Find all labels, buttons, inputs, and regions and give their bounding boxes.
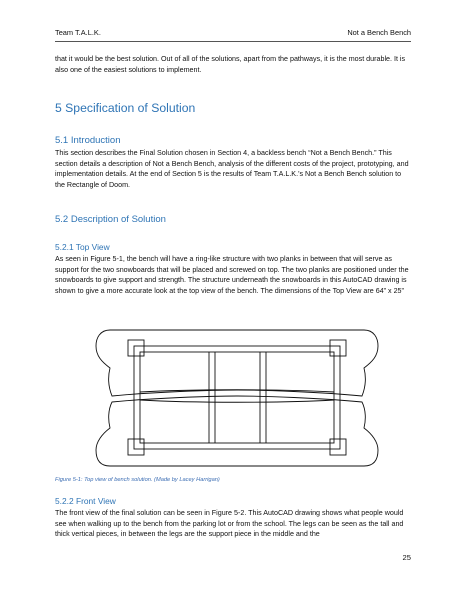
bench-frame-inner bbox=[140, 352, 334, 443]
header-project-title: Not a Bench Bench bbox=[347, 28, 411, 37]
section-5-2-heading: 5.2 Description of Solution bbox=[55, 214, 166, 225]
leg-top-right bbox=[330, 340, 346, 356]
header-rule bbox=[55, 41, 411, 42]
section-5-2-1-heading: 5.2.1 Top View bbox=[55, 242, 110, 252]
section-5-2-2-text: The front view of the final solution can be seen in Figure 5-2. This AutoCAD drawing shows what people would see when walking up to the bench from the parking lot or from the school. The legs can be seen as the tall and thick vertical pieces, in between the legs are the support piece in the middle and the bbox=[55, 509, 404, 539]
header-team-name: Team T.A.L.K. bbox=[55, 28, 101, 37]
section-5-2-2-heading: 5.2.2 Front View bbox=[55, 496, 116, 506]
middle-plank-bottom bbox=[140, 400, 334, 402]
section-5-heading: 5 Specification of Solution bbox=[55, 101, 196, 115]
leg-top-left bbox=[128, 340, 144, 356]
bench-top-view-drawing bbox=[92, 326, 382, 470]
lower-snowboard-outline bbox=[96, 396, 378, 466]
section-5-1-text: This section describes the Final Solution chosen in Section 4, a backless bench “Not a Bench Bench.” This section details a description of Not a Bench Bench, analysis of the different costs of the project, prototyping, and implementation details. At the end of Section 5 is the results of Team T.A.L.K.’s Not a Bench Bench solution to the Rectangle of Doom. bbox=[55, 149, 409, 189]
section-5-2-1-text: As seen in Figure 5-1, the bench will have a ring-like structure with two planks in between that will serve as support for the two snowboards that will be placed and screwed on top. The two planks are positioned under the snowboards to give support and strength. The structure underneath the snowboards in this AutoCAD drawing is shown to give a more accurate look at the top view of the bench. The dimensions of the Top View are 64” x 25” bbox=[55, 255, 409, 295]
bench-frame-outer bbox=[134, 346, 340, 449]
leg-bottom-right bbox=[330, 439, 346, 455]
figure-caption: Figure 5-1: Top view of bench solution. (Made by Lacey Harrigan) bbox=[55, 477, 220, 483]
page-number: 25 bbox=[402, 553, 411, 562]
section-5-1-heading: 5.1 Introduction bbox=[55, 135, 121, 146]
intro-paragraph: that it would be the best solution. Out of all of the solutions, apart from the pathways, it is the most durable. It is also one of the easiest solutions to implement. bbox=[55, 55, 406, 74]
leg-bottom-left bbox=[128, 439, 144, 455]
